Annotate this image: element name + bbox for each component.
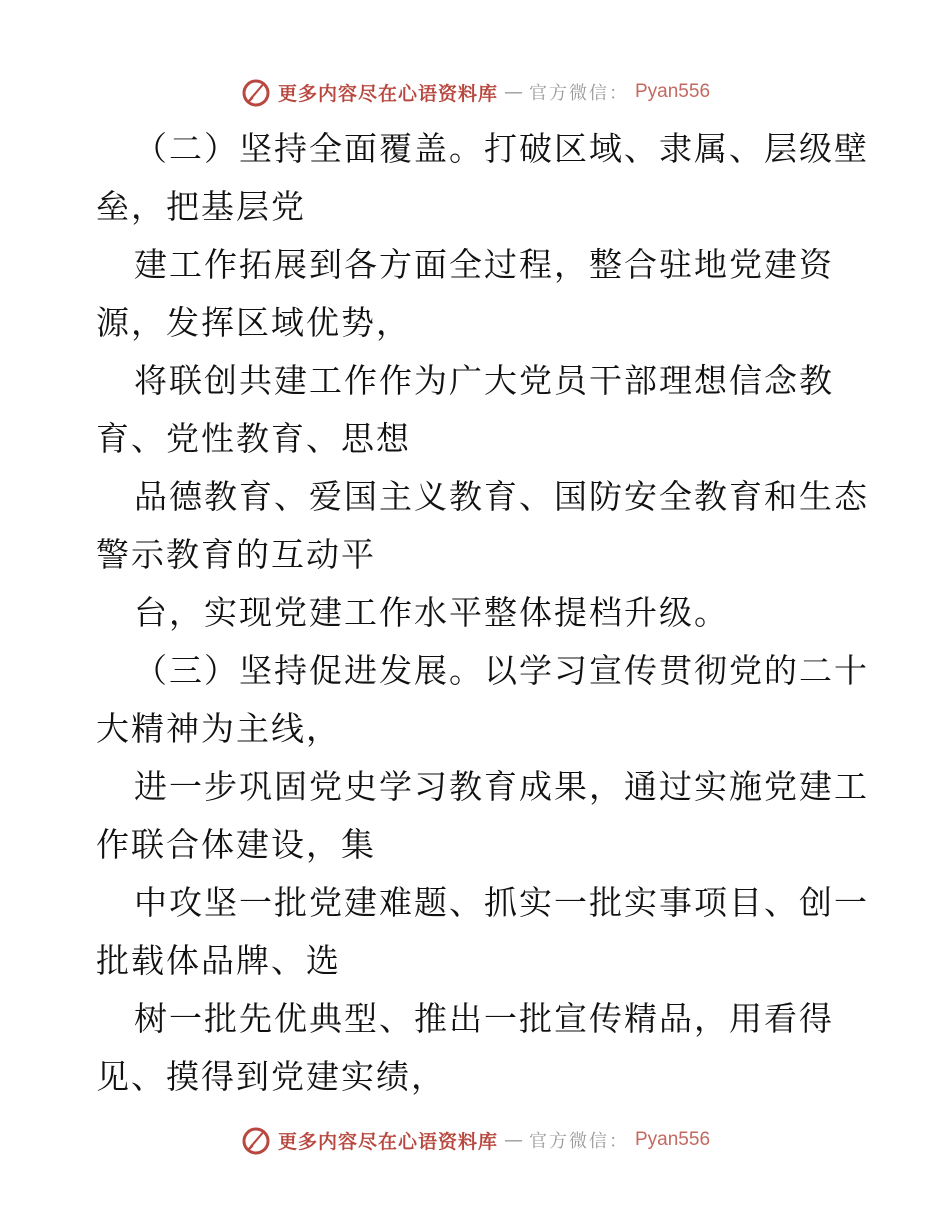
- text-line: 作联合体建设，集: [96, 825, 376, 864]
- header-contact-id: Pyan556: [635, 81, 711, 102]
- text-line: 树一批先优典型、推出一批宣传精品，用看得: [134, 999, 834, 1038]
- text-line: 中攻坚一批党建难题、抓实一批实事项目、创一: [134, 883, 869, 922]
- text-line: 见、摸得到党建实绩，: [96, 1057, 446, 1096]
- text-line: 建工作拓展到各方面全过程，整合驻地党建资: [134, 245, 834, 284]
- text-line: 台，实现党建工作水平整体提档升级。: [134, 593, 729, 632]
- header-separator: —: [504, 81, 523, 103]
- text-line: 警示教育的互动平: [96, 535, 376, 574]
- text-line: 大精神为主线，: [96, 709, 341, 748]
- text-line: （二）坚持全面覆盖。打破区域、隶属、层级壁: [134, 129, 869, 168]
- text-line: 垒，把基层党: [96, 187, 306, 226]
- text-line: 批载体品牌、选: [96, 941, 341, 980]
- footer-banner: [0, 1120, 950, 1160]
- text-line: （三）坚持促进发展。以学习宣传贯彻党的二十: [134, 651, 869, 690]
- text-line: 育、党性教育、思想: [96, 419, 411, 458]
- body-text: [96, 120, 869, 1106]
- text-line: 品德教育、爱国主义教育、国防安全教育和生态: [134, 477, 869, 516]
- footer-separator: —: [504, 1129, 523, 1151]
- quill-logo-icon: [240, 1124, 272, 1156]
- header-contact-label: 官方微信：: [529, 83, 629, 104]
- quill-logo-icon: [240, 76, 272, 108]
- footer-contact-id: Pyan556: [635, 1129, 711, 1150]
- header-banner: [0, 72, 950, 112]
- text-line: 源，发挥区域优势，: [96, 303, 411, 342]
- text-line: 将联创共建工作作为广大党员干部理想信念教: [134, 361, 834, 400]
- header-banner-text: 更多内容尽在心语资料库: [277, 82, 498, 105]
- text-line: 进一步巩固党史学习教育成果，通过实施党建工: [134, 767, 869, 806]
- footer-banner-text: 更多内容尽在心语资料库: [277, 1130, 498, 1153]
- footer-contact-label: 官方微信：: [529, 1131, 629, 1152]
